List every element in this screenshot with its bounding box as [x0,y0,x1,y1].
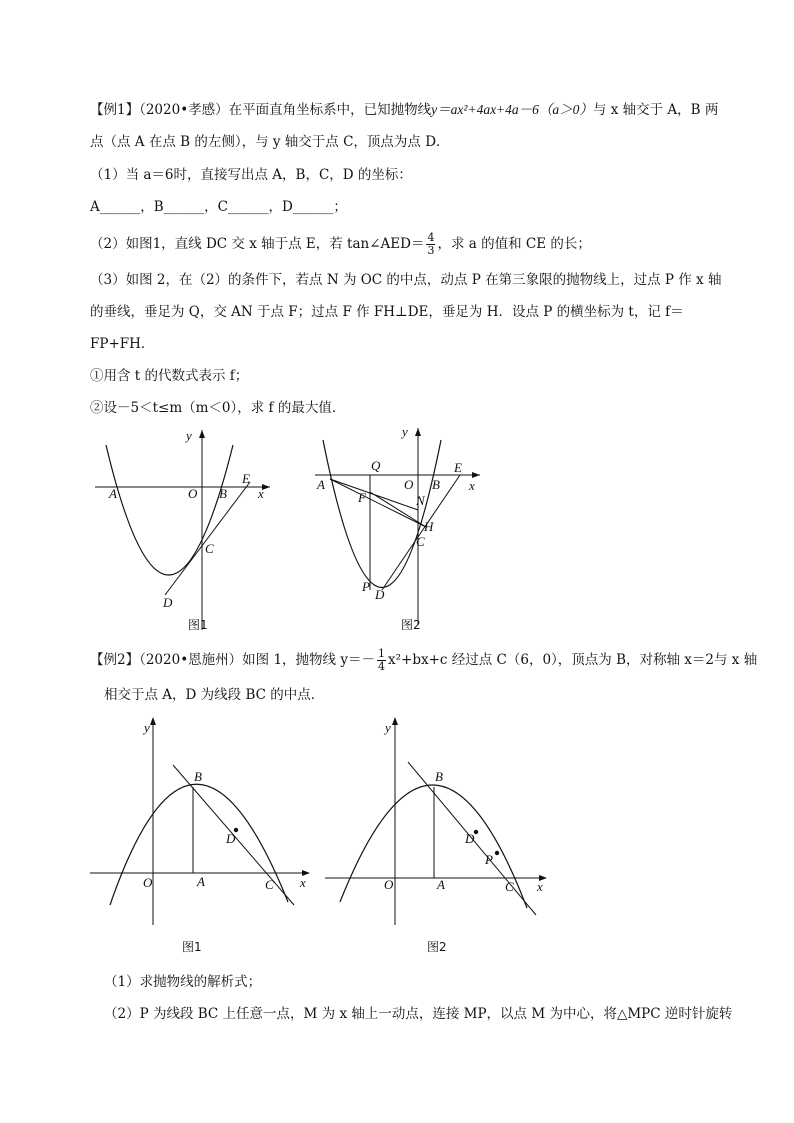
ex1-question-2 [90,232,591,257]
ex2-figure-1 [85,712,315,957]
ex1-question-3-line2: 的垂线，垂足为 Q，交 AN 于点 F；过点 F 作 FH⊥DE，垂足为 H．设点 P 的横坐标为 t，记 f＝ [90,304,684,320]
ex1-q2-frac-den: 3 [427,244,435,257]
ex2-f2-O: O [384,877,394,892]
ex1-question-1: （1）当 a＝6时，直接写出点 A，B，C，D 的坐标： [90,167,412,183]
ex1-question-1-blanks: A______，B______，C______，D______； [90,199,347,215]
ex1-intro: 在平面直角坐标系中，已知抛物线 [228,102,432,118]
ex1-f1-x: x [258,486,264,501]
ex2-frac-den: 4 [377,660,385,673]
ex1-f2-D: D [375,587,385,602]
ex2-f1-O: O [143,875,153,890]
ex2-intro2: x²+bx+c 经过点 C（6，0），顶点为 B，对称轴 x＝2与 x 轴 [387,652,758,668]
ex2-figure-2 [320,712,555,957]
ex2-fig2-caption: 图2 [427,940,447,954]
ex1-q2-fraction [426,232,435,257]
ex2-f2-A: A [437,877,445,892]
ex2-bracket-open: 【例 [90,652,117,668]
ex1-f2-x: x [469,478,475,493]
ex2-f1-B: B [194,769,202,784]
ex1-f1-A: A [109,486,117,501]
ex2-f1-y: y [144,720,150,735]
ex1-f2-O: O [404,477,414,492]
ex2-intro: 如图 1，抛物线 y＝－ [242,652,375,668]
ex2-source: （2020•恩施州） [139,652,243,668]
ex1-figure-1 [90,425,290,635]
ex2-number: 2 [117,652,126,668]
ex2-bracket-close: 】 [125,652,140,668]
ex1-q2-pre: （2）如图1，直线 DC 交 x 轴于点 E，若 tan∠AED＝ [90,236,425,252]
ex1-f2-H: H [424,519,434,534]
ex2-f1-D: D [226,831,236,846]
ex1-f2-N: N [416,493,425,508]
ex1-f2-A: A [317,477,325,492]
ex1-question-3-line3: FP+FH． [90,336,155,352]
ex1-bracket-close: 】 [125,102,140,118]
ex1-f2-y: y [402,425,408,439]
ex1-f1-D: D [163,595,173,610]
ex1-f1-C: C [205,541,214,556]
ex1-f2-Q: Q [371,458,381,473]
ex2-f1-A: A [197,874,205,889]
ex1-f1-E: E [242,471,250,486]
ex2-fig1-caption: 图1 [182,940,202,954]
ex1-line1 [90,100,718,120]
ex1-fig1-caption: 图1 [188,618,208,632]
ex1-f2-E: E [454,460,462,475]
ex2-f2-P: P [485,852,493,867]
ex2-f2-B: B [435,769,443,784]
ex1-f2-F: F [358,490,366,505]
ex1-number: 1 [117,102,126,118]
ex1-f1-O: O [188,486,198,501]
ex1-bracket-open: 【例 [90,102,117,118]
ex2-f2-C: C [505,879,514,894]
ex1-line2: 点（点 A 在点 B 的左侧），与 y 轴交于点 C，顶点为点 D． [90,134,450,150]
ex1-intro2: 与 x 轴交于 A，B 两 [592,102,719,118]
ex1-f1-y: y [186,428,192,443]
ex1-formula: y＝ax²+4ax+4a－6（a＞0） [431,102,593,117]
ex1-question-3a: ①用含 t 的代数式表示 f； [90,368,249,384]
ex2-frac-num: 1 [377,647,385,660]
ex1-figure-2 [310,425,490,635]
ex1-f2-B: B [432,477,440,492]
ex1-f2-C: C [416,534,425,549]
ex1-q2-post: ，求 a 的值和 CE 的长； [437,236,591,252]
ex2-f1-C: C [265,877,274,892]
ex1-question-3b: ②设－5＜t≤m（m＜0），求 f 的最大值． [90,400,346,416]
ex2-line2: 相交于点 A，D 为线段 BC 的中点． [104,687,325,703]
ex2-f1-x: x [300,875,306,890]
ex1-question-3-line1: （3）如图 2，在（2）的条件下，若点 N 为 OC 的中点，动点 P 在第三象限的抛物线上，过点 P 作 x 轴 [90,272,722,288]
ex1-source: （2020•孝感） [139,102,229,118]
ex1-fig2-caption: 图2 [401,618,421,632]
ex2-f2-D: D [465,831,475,846]
ex1-f2-P: P [362,579,370,594]
ex2-f2-x: x [537,879,543,894]
ex2-question-1: （1）求抛物线的解析式； [104,974,262,990]
ex1-f1-B: B [219,486,227,501]
ex2-line1 [90,648,757,673]
ex2-question-2: （2）P 为线段 BC 上任意一点，M 为 x 轴上一动点，连接 MP，以点 M 为中心，将△MPC 逆时针旋转 [104,1006,733,1022]
ex2-f2-y: y [385,720,391,735]
ex1-q2-frac-num: 4 [427,231,435,244]
ex2-fraction [377,648,386,673]
